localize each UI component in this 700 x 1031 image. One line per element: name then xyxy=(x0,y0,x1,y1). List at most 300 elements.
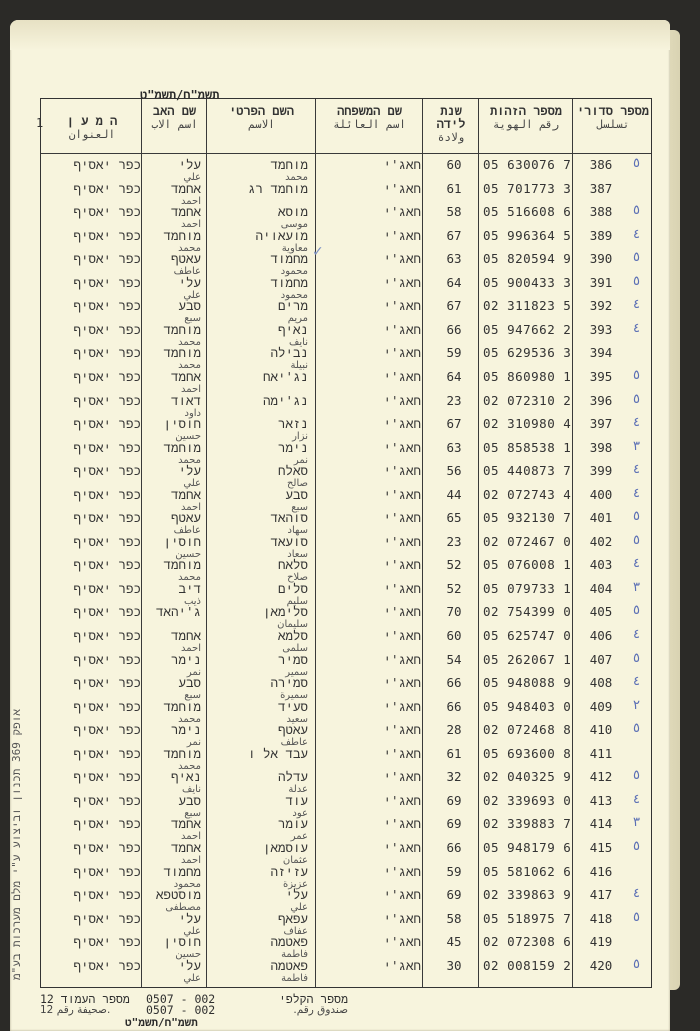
first-name-ar: علي xyxy=(290,902,308,914)
id-number: 02 072310 2 xyxy=(483,392,572,408)
father-name-he: סבע xyxy=(178,675,201,691)
father-name-ar: محمد xyxy=(178,454,201,466)
first-name-ar: عثمان xyxy=(282,854,308,866)
first-name-ar: محمود xyxy=(280,289,308,301)
father-name-he: מוחמד xyxy=(163,557,201,573)
birth-year: 45 xyxy=(446,934,462,950)
serial-number: 399 xyxy=(589,463,613,479)
id-number: 02 072467 0 xyxy=(483,533,572,549)
first-name-ar: مريم xyxy=(287,313,308,325)
first-name-ar: سلمى xyxy=(282,643,308,654)
birth-year: 28 xyxy=(446,722,462,738)
footer-page-label: מספר העמוד xyxy=(60,992,130,1006)
father-name-ar: حسين xyxy=(175,548,201,560)
table-row xyxy=(41,814,653,843)
pen-mark: ٤ xyxy=(633,886,640,902)
serial-number: 401 xyxy=(589,510,613,526)
serial-number: 394 xyxy=(589,345,613,361)
family-name: חאג'י xyxy=(383,533,421,549)
address: כפר יאסיף xyxy=(73,251,141,267)
serial-number: 389 xyxy=(589,227,613,243)
header-year: תשמ"ח/תשמ"ט xyxy=(140,88,220,102)
first-name-he: סלים xyxy=(277,580,308,596)
pen-mark: ٥ xyxy=(633,509,640,525)
id-number: 02 072308 6 xyxy=(483,934,572,950)
column-header-address-he: ה מ ע ן xyxy=(66,114,118,128)
father-name-he: נימר xyxy=(170,722,201,738)
father-name-ar: احمد xyxy=(181,501,201,513)
family-name: חאג'י xyxy=(383,204,421,220)
table-row xyxy=(41,673,653,702)
birth-year: 58 xyxy=(446,204,462,220)
father-name-ar: سبع xyxy=(184,313,201,325)
birth-year: 54 xyxy=(446,651,462,667)
id-number: 05 516608 6 xyxy=(483,204,572,220)
page-index: 1 xyxy=(36,116,44,130)
id-number: 05 693600 8 xyxy=(483,745,572,761)
father-name-ar: ذيب xyxy=(183,595,201,607)
father-name-he: עלי xyxy=(178,274,201,290)
father-name-he: אחמד xyxy=(170,816,201,832)
first-name-ar: عمر xyxy=(290,831,308,843)
serial-number: 420 xyxy=(589,957,613,973)
first-name-he: נג'יאח xyxy=(262,368,308,384)
pen-mark: ٢ xyxy=(633,697,640,713)
table-row xyxy=(41,885,653,914)
column-header-id-ar: رقم الهوية xyxy=(492,118,560,131)
first-name-he: מרים xyxy=(277,298,308,314)
father-name-ar: حسين xyxy=(175,949,201,961)
family-name: חאג'י xyxy=(383,863,421,879)
id-number: 02 339883 7 xyxy=(483,816,572,832)
father-name-ar: محمد xyxy=(178,242,201,254)
serial-number: 397 xyxy=(589,416,613,432)
column-header-address xyxy=(43,115,141,141)
address: כפר יאסיף xyxy=(73,439,141,455)
first-name-he: עוסמאן xyxy=(262,839,308,855)
address: כפר יאסיף xyxy=(73,321,141,337)
footer-page-number-ar: 12 xyxy=(40,1004,54,1016)
birth-year: 23 xyxy=(446,533,462,549)
pen-checkmark: ✓ xyxy=(312,244,324,260)
first-name-ar: عفاف xyxy=(283,925,308,937)
table-row xyxy=(41,744,653,772)
address: כפר יאסיף xyxy=(73,180,141,196)
family-name: חאג'י xyxy=(383,557,421,573)
family-name: חאג'י xyxy=(383,745,421,761)
side-printer-note: אופק 369 תכנון וביצוע ע"י מלם מערכות בע"מ xyxy=(10,709,23,980)
serial-number: 391 xyxy=(589,274,613,290)
table-row xyxy=(41,838,653,866)
family-name: חאג'י xyxy=(383,368,421,384)
birth-year: 52 xyxy=(446,557,462,573)
first-name xyxy=(213,369,308,385)
first-name-he: מועאויה xyxy=(255,227,308,243)
father-name-ar: علي xyxy=(183,972,201,984)
first-name-he: סעיד xyxy=(277,698,308,714)
first-name xyxy=(213,746,308,762)
column-header-family xyxy=(317,105,422,131)
pen-mark: ٥ xyxy=(633,273,640,289)
table-row xyxy=(41,862,653,890)
column-header-first-ar: الاسم xyxy=(248,118,275,131)
pen-mark: ٤ xyxy=(633,320,640,336)
pen-mark: ٤ xyxy=(633,627,640,642)
address: כפר יאסיף xyxy=(73,698,141,714)
table-row xyxy=(41,179,653,207)
pen-mark: ٥ xyxy=(633,768,640,784)
id-number: 02 310980 4 xyxy=(483,416,572,432)
father-name-ar: سبع xyxy=(184,690,201,702)
father-name-ar: عاطف xyxy=(173,266,201,278)
pen-mark: ٥ xyxy=(633,250,640,266)
column-header-father-he: שם האב xyxy=(152,104,197,118)
father-name-ar: احمد xyxy=(181,383,201,395)
table-row xyxy=(41,367,653,395)
pen-mark: ٤ xyxy=(633,485,640,501)
father-name-he: מוחמד xyxy=(163,227,201,243)
family-name: חאג'י xyxy=(383,180,421,196)
birth-year: 59 xyxy=(446,863,462,879)
table-row xyxy=(41,602,653,631)
first-name-ar: فاطمة xyxy=(281,949,308,961)
first-name-ar: سليم xyxy=(286,595,308,607)
father-name-he: מוסטפא xyxy=(155,887,201,903)
first-name-he: סלמא xyxy=(277,628,308,643)
id-number: 05 076008 1 xyxy=(483,557,572,573)
birth-year: 63 xyxy=(446,251,462,267)
table-row xyxy=(41,697,653,725)
bottom-year: תשמ"ח/תשמ"ט xyxy=(125,1016,198,1029)
father-name-ar: نمر xyxy=(186,666,201,678)
id-number: 05 630076 7 xyxy=(483,157,572,172)
father-name-he: אחמד xyxy=(170,180,201,196)
father-name-ar: نايف xyxy=(182,784,201,796)
father-name-ar: محمد xyxy=(178,572,201,584)
pen-mark: ٥ xyxy=(633,956,640,972)
pen-mark: ٤ xyxy=(633,791,640,807)
address: כפר יאסיף xyxy=(73,792,141,808)
pen-mark: ٥ xyxy=(633,367,640,383)
id-number: 05 860980 1 xyxy=(483,368,572,384)
father-name-he: מחמוד xyxy=(163,863,201,879)
father-name-he: סבע xyxy=(178,792,201,808)
table-row xyxy=(41,956,653,984)
father-name-he: מוחמד xyxy=(163,321,201,337)
birth-year: 67 xyxy=(446,416,462,432)
birth-year: 66 xyxy=(446,321,462,337)
birth-year: 66 xyxy=(446,675,462,691)
family-name: חאג'י xyxy=(383,910,421,926)
id-number: 05 858538 1 xyxy=(483,439,572,455)
birth-year: 69 xyxy=(446,792,462,808)
father-name-he: מוחמד xyxy=(163,698,201,714)
address: כפר יאסיף xyxy=(73,863,141,879)
pen-mark: ٥ xyxy=(633,721,640,737)
family-name: חאג'י xyxy=(383,957,421,973)
column-header-id xyxy=(480,105,572,131)
birth-year: 60 xyxy=(446,628,462,643)
first-name-ar: معاوية xyxy=(281,242,308,254)
table-row xyxy=(41,155,653,183)
footer-ballot-label-ar: صندوق رقم. xyxy=(293,1004,348,1016)
birth-year: 59 xyxy=(446,345,462,361)
table-row xyxy=(41,414,653,443)
father-name-ar: احمد xyxy=(181,854,201,866)
serial-number: 405 xyxy=(589,604,613,620)
id-number: 05 932130 7 xyxy=(483,510,572,526)
first-name-ar: نبيلة xyxy=(290,360,308,372)
family-name: חאג'י xyxy=(383,416,421,432)
page-top-shade xyxy=(10,20,670,50)
table-row xyxy=(41,720,653,749)
first-name-ar: عدلة xyxy=(288,784,308,796)
serial-number: 407 xyxy=(589,651,613,667)
family-name: חאג'י xyxy=(383,392,421,408)
column-header-serial-he: מספר סדורי xyxy=(576,104,650,118)
address: כפר יאסיף xyxy=(73,274,141,290)
first-name-he: סאלח xyxy=(277,463,308,479)
father-name-ar: داود xyxy=(184,407,201,419)
column-header-father-ar: اسم الاب xyxy=(151,118,198,131)
address: כפר יאסיף xyxy=(73,934,141,950)
pen-mark: ٤ xyxy=(633,674,640,690)
serial-number: 417 xyxy=(589,887,613,903)
family-name: חאג'י xyxy=(383,298,421,314)
father-name-he: עלי xyxy=(178,157,201,172)
birth-year: 67 xyxy=(446,227,462,243)
id-number: 05 440873 7 xyxy=(483,463,572,479)
father-name-ar: احمد xyxy=(181,219,201,231)
father-name-he: חוסין xyxy=(163,416,201,432)
birth-year: 64 xyxy=(446,274,462,290)
pen-mark: ٥ xyxy=(633,650,640,666)
pen-mark: ٥ xyxy=(633,838,640,854)
family-name: חאג'י xyxy=(383,675,421,691)
id-number: 05 079733 1 xyxy=(483,580,572,596)
column-header-serial-ar: تسلسل xyxy=(596,118,630,131)
family-name: חאג'י xyxy=(383,321,421,337)
family-name: חאג'י xyxy=(383,604,421,620)
table-row xyxy=(41,249,653,278)
id-number: 05 948403 0 xyxy=(483,698,572,714)
footer-ballot-number-he: 0507 - 002 xyxy=(146,992,216,1006)
id-number: 02 339693 0 xyxy=(483,792,572,808)
first-name-ar: سبع xyxy=(291,501,308,513)
table-row xyxy=(41,343,653,372)
serial-number: 387 xyxy=(589,180,613,196)
pen-mark: ٥ xyxy=(633,909,640,925)
father-name-he: עלי xyxy=(178,463,201,479)
address: כפר יאסיף xyxy=(73,580,141,596)
address: כפר יאסיף xyxy=(73,957,141,973)
pen-mark: ٤ xyxy=(633,415,640,431)
address: כפר יאסיף xyxy=(73,675,141,691)
father-name-ar: محمد xyxy=(178,713,201,725)
serial-number: 406 xyxy=(589,628,613,643)
birth-year: 32 xyxy=(446,769,462,785)
first-name-ar: سعيد xyxy=(286,713,308,725)
father-name-he: אחמד xyxy=(170,486,201,502)
address: כפר יאסיף xyxy=(73,651,141,667)
serial-number: 403 xyxy=(589,557,613,573)
pen-mark: ٥ xyxy=(633,532,640,548)
table-row xyxy=(41,650,653,678)
first-name-he: נבילה xyxy=(270,345,308,361)
address: כפר יאסיף xyxy=(73,368,141,384)
family-name: חאג'י xyxy=(383,274,421,290)
id-number: 05 820594 9 xyxy=(483,251,572,267)
column-header-first-name xyxy=(208,105,315,131)
table-row xyxy=(41,767,653,796)
birth-year: 69 xyxy=(446,816,462,832)
address: כפר יאסיף xyxy=(73,628,141,643)
first-name-he: עבד אל ו xyxy=(247,745,308,761)
first-name-he: סלימאן xyxy=(262,604,308,620)
father-name-he: ג'יהאד xyxy=(155,604,201,620)
father-name-he: עלי xyxy=(178,910,201,926)
address: כפר יאסיף xyxy=(73,745,141,761)
address: כפר יאסיף xyxy=(73,722,141,738)
family-name: חאג'י xyxy=(383,157,421,172)
serial-number: 410 xyxy=(589,722,613,738)
column-header-birth-year-he: שנת לידה xyxy=(436,104,466,131)
table-row xyxy=(41,909,653,937)
first-name-he: מוחמד xyxy=(270,157,308,172)
table-row xyxy=(41,226,653,254)
birth-year: 61 xyxy=(446,180,462,196)
family-name: חאג'י xyxy=(383,816,421,832)
family-name: חאג'י xyxy=(383,887,421,903)
pen-mark: ٤ xyxy=(633,226,640,242)
table-row xyxy=(41,932,653,961)
serial-number: 402 xyxy=(589,533,613,549)
father-name-he: חוסין xyxy=(163,533,201,549)
family-name: חאג'י xyxy=(383,439,421,455)
first-name-ar: عزيزة xyxy=(282,878,308,890)
father-name-ar: محمد xyxy=(178,360,201,372)
table-row xyxy=(41,296,653,325)
first-name-he: סמירה xyxy=(270,675,308,691)
pen-mark: ٤ xyxy=(633,556,640,572)
table-row xyxy=(41,791,653,819)
father-name-he: עלי xyxy=(178,957,201,973)
father-name-he: אחמד xyxy=(170,839,201,855)
serial-number: 413 xyxy=(589,792,613,808)
father-name-he: דאוד xyxy=(170,392,201,408)
first-name-ar: سليمان xyxy=(277,619,308,631)
father-name-he: אחמד xyxy=(170,368,201,384)
first-name-ar: سعاد xyxy=(287,548,308,560)
first-name-he: סוהאד xyxy=(270,510,308,526)
serial-number: 396 xyxy=(589,392,613,408)
first-name-ar: نايف xyxy=(289,336,308,348)
id-number: 05 262067 1 xyxy=(483,651,572,667)
id-number: 02 072468 8 xyxy=(483,722,572,738)
id-number: 02 311823 5 xyxy=(483,298,572,314)
address: כפר יאסיף xyxy=(73,887,141,903)
id-number: 02 072743 4 xyxy=(483,486,572,502)
father-name-ar: علي xyxy=(183,289,201,301)
pen-mark: ٤ xyxy=(633,462,640,478)
first-name-he: מחמוד xyxy=(270,251,308,267)
address: כפר יאסיף xyxy=(73,769,141,785)
address: כפר יאסיף xyxy=(73,416,141,432)
id-number: 02 040325 9 xyxy=(483,769,572,785)
footer-page-label-ar: صحيفة رقم. xyxy=(56,1004,111,1016)
father-name-he: מוחמד xyxy=(163,345,201,361)
father-name-ar: احمد xyxy=(181,643,201,654)
address: כפר יאסיף xyxy=(73,910,141,926)
address: כפר יאסיף xyxy=(73,839,141,855)
address: כפר יאסיף xyxy=(73,816,141,832)
table-row xyxy=(41,320,653,348)
voter-table xyxy=(40,98,652,988)
first-name-he: מוחמד רג xyxy=(247,180,308,196)
father-name-ar: احمد xyxy=(181,195,201,207)
serial-number: 408 xyxy=(589,675,613,691)
father-name-ar: مصطفى xyxy=(165,902,201,914)
table-row xyxy=(41,555,653,584)
serial-number: 404 xyxy=(589,580,613,596)
family-name: חאג'י xyxy=(383,792,421,808)
first-name-ar: فاطمة xyxy=(281,972,308,984)
address: כפר יאסיף xyxy=(73,486,141,502)
father-name-he: דיב xyxy=(178,580,201,596)
father-name-he: עאטף xyxy=(170,251,201,267)
column-header-family-he: שם המשפחה xyxy=(337,104,402,118)
father-name-ar: محمد xyxy=(178,760,201,772)
serial-number: 409 xyxy=(589,698,613,714)
address: כפר יאסיף xyxy=(73,533,141,549)
table-row xyxy=(41,202,653,231)
first-name xyxy=(213,958,308,983)
serial-number: 393 xyxy=(589,321,613,337)
pen-mark: ٥ xyxy=(633,203,640,219)
address: כפר יאסיף xyxy=(73,298,141,314)
family-name: חאג'י xyxy=(383,345,421,361)
family-name: חאג'י xyxy=(383,651,421,667)
father-name-ar: احمد xyxy=(181,831,201,843)
father-name-ar: سبع xyxy=(184,807,201,819)
serial-number: 386 xyxy=(589,157,613,172)
first-name-ar: محمد xyxy=(285,172,308,183)
father-name-ar: عاطف xyxy=(173,525,201,537)
birth-year: 56 xyxy=(446,463,462,479)
pen-mark: ٣ xyxy=(633,438,640,454)
table-row xyxy=(41,485,653,513)
table-row xyxy=(41,273,653,301)
family-name: חאג'י xyxy=(383,769,421,785)
id-number: 05 518975 7 xyxy=(483,910,572,926)
father-name-ar: محمد xyxy=(178,336,201,348)
first-name-he: עומר xyxy=(277,816,308,832)
id-number: 02 754399 0 xyxy=(483,604,572,620)
id-number: 05 996364 5 xyxy=(483,227,572,243)
birth-year: 44 xyxy=(446,486,462,502)
address: כפר יאסיף xyxy=(73,345,141,361)
father-name-he: אחמד xyxy=(170,204,201,220)
first-name-ar: عود xyxy=(292,807,308,819)
first-name-he: פאטמה xyxy=(270,934,308,950)
first-name-he: סמיר xyxy=(277,651,308,667)
serial-number: 400 xyxy=(589,486,613,502)
address: כפר יאסיף xyxy=(73,604,141,620)
id-number: 02 008159 2 xyxy=(483,957,572,973)
footer-ballot-label xyxy=(268,994,348,1016)
first-name-he: פאטמה xyxy=(270,957,308,973)
family-name: חאג'י xyxy=(383,463,421,479)
